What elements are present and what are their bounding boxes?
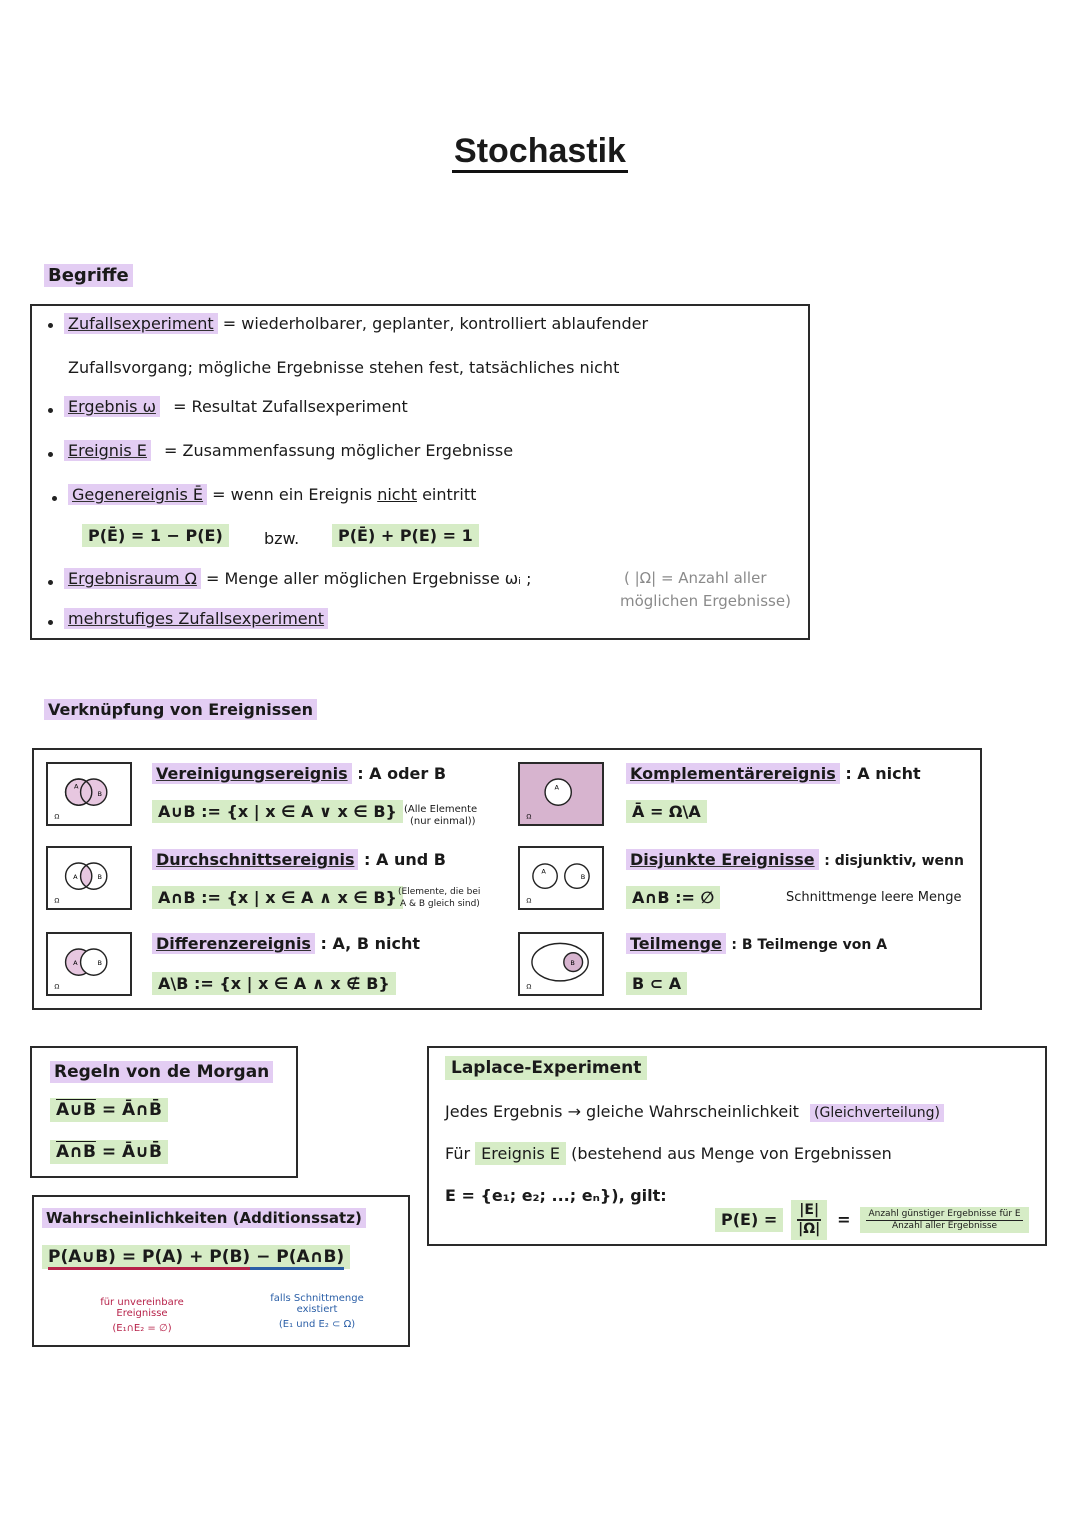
laplace-line-2: Für Ereignis E (bestehend aus Menge von Ergebnissen [445, 1144, 892, 1163]
note-unvereinbar: für unvereinbare Ereignisse (E₁∩E₂ = ∅) [100, 1297, 184, 1334]
bullet [48, 323, 53, 328]
laplace-formula: P(E) = $\frac{|E|}{|\Omega|}$ = Anzahl günstiger Ergebnisse für E Anzahl aller Ergebnisse [715, 1198, 1029, 1242]
durchschnitt-note-1: (Elemente, die bei [398, 887, 481, 897]
zufallsexperiment-line2: Zufallsvorgang; mögliche Ergebnisse stehen fest, tatsächliches nicht [68, 358, 620, 377]
additionssatz-formula: P(A∪B) = P(A) + P(B) − P(A∩B) [42, 1247, 350, 1267]
teilmenge-title-line: Teilmenge : B Teilmenge von A [626, 934, 887, 954]
svg-text:B: B [97, 789, 102, 798]
ergebnisraum-note-1: ( |Ω| = Anzahl aller [624, 569, 767, 587]
formula-gegenereignis-2: P(Ē) + P(E) = 1 [332, 526, 479, 545]
svg-text:Ω: Ω [54, 812, 60, 821]
laplace-fraction: $\frac{|E|}{|\Omega|}$ [791, 1200, 827, 1240]
morgan-box [30, 1046, 298, 1178]
begriffe-heading: Begriffe [44, 265, 133, 287]
svg-text:B: B [580, 872, 586, 881]
differenz-formula: A\B := {x | x ∈ A ∧ x ∉ B} [152, 974, 396, 993]
bullet [48, 580, 53, 585]
laplace-line-3: E = {e₁; e₂; ...; eₙ}), gilt: [445, 1186, 667, 1205]
bullet [48, 620, 53, 625]
bullet [48, 408, 53, 413]
bullet [52, 496, 57, 501]
laplace-fraction-words: Anzahl günstiger Ergebnisse für E Anzahl aller Ergebnisse [860, 1207, 1028, 1234]
durchschnitt-note-2: A & B gleich sind) [400, 899, 480, 909]
venn-subset [518, 932, 604, 996]
venn-union [46, 762, 132, 826]
ergebnisraum-line: Ergebnisraum Ω = Menge aller möglichen Ergebnisse ωᵢ ; [64, 569, 531, 588]
vereinigung-note-1: (Alle Elemente [404, 804, 478, 815]
bzw-text: bzw. [264, 529, 300, 548]
teilmenge-formula: B ⊂ A [626, 974, 687, 993]
svg-text:A: A [541, 867, 546, 876]
bullet [48, 452, 53, 457]
svg-text:Ω: Ω [54, 896, 60, 905]
svg-text:B: B [570, 958, 575, 967]
zufallsexperiment-line: Zufallsexperiment = wiederholbarer, geplanter, kontrolliert ablaufender [64, 314, 648, 333]
verknuepfung-box [32, 748, 982, 1010]
durchschnitt-formula: A∩B := {x | x ∈ A ∧ x ∈ B} [152, 888, 403, 907]
morgan-rule-1: A∪B = Ā∩B̄ [50, 1100, 168, 1120]
svg-text:Ω: Ω [526, 812, 532, 821]
morgan-rule-2: A∩B = Ā∪B̄ [50, 1142, 168, 1162]
venn-difference [46, 932, 132, 996]
differenz-title-line: Differenzereignis : A, B nicht [152, 934, 420, 953]
vereinigung-formula: A∪B := {x | x ∈ A ∨ x ∈ B} [152, 802, 403, 821]
ereignis-line: Ereignis E = Zusammenfassung möglicher Ergebnisse [64, 441, 513, 460]
additionssatz-heading: Wahrscheinlichkeiten (Additionssatz) [42, 1209, 366, 1227]
morgan-heading: Regeln von de Morgan [50, 1062, 273, 1082]
svg-text:B: B [97, 872, 102, 881]
svg-text:Ω: Ω [54, 982, 60, 991]
ergebnisraum-note-2: möglichen Ergebnisse) [620, 592, 791, 610]
svg-text:A: A [73, 958, 78, 967]
vereinigung-note-2: (nur einmal)) [410, 816, 476, 827]
ergebnis-line: Ergebnis ω = Resultat Zufallsexperiment [64, 397, 408, 416]
svg-text:Ω: Ω [526, 896, 532, 905]
svg-text:A: A [74, 782, 79, 791]
vereinigung-title-line: Vereinigungsereignis : A oder B [152, 764, 446, 783]
svg-text:B: B [97, 958, 102, 967]
komplement-formula: Ā = Ω\A [626, 802, 707, 821]
gegenereignis-line: Gegenereignis Ē = wenn ein Ereignis nicht eintritt [68, 485, 476, 504]
svg-text:Ω: Ω [526, 982, 532, 991]
formula-gegenereignis-1: P(Ē) = 1 − P(E) [82, 526, 229, 545]
mehrstufig-line: mehrstufiges Zufallsexperiment [64, 609, 328, 628]
laplace-heading: Laplace-Experiment [445, 1058, 647, 1078]
verknuepfung-heading: Verknüpfung von Ereignissen [44, 700, 317, 719]
svg-text:A: A [73, 872, 78, 881]
disjunkt-note: Schnittmenge leere Menge [786, 890, 962, 905]
note-schnittmenge: falls Schnittmenge existiert (E₁ und E₂ ⊂ Ω) [270, 1293, 364, 1330]
venn-complement [518, 762, 604, 826]
laplace-line-1: Jedes Ergebnis → gleiche Wahrscheinlichkeit (Gleichverteilung) [445, 1102, 944, 1122]
additionssatz-box [32, 1195, 410, 1347]
page-title: Stochastik [0, 132, 1080, 171]
laplace-box [427, 1046, 1047, 1246]
begriffe-box [30, 304, 810, 640]
komplement-title-line: Komplementärereignis : A nicht [626, 764, 921, 783]
disjunkt-formula: A∩B := ∅ [626, 888, 720, 907]
svg-text:A: A [554, 783, 559, 792]
durchschnitt-title-line: Durchschnittsereignis : A und B [152, 850, 446, 869]
venn-disjoint [518, 846, 604, 910]
venn-intersection [46, 846, 132, 910]
disjunkt-title-line: Disjunkte Ereignisse : disjunktiv, wenn [626, 850, 964, 870]
